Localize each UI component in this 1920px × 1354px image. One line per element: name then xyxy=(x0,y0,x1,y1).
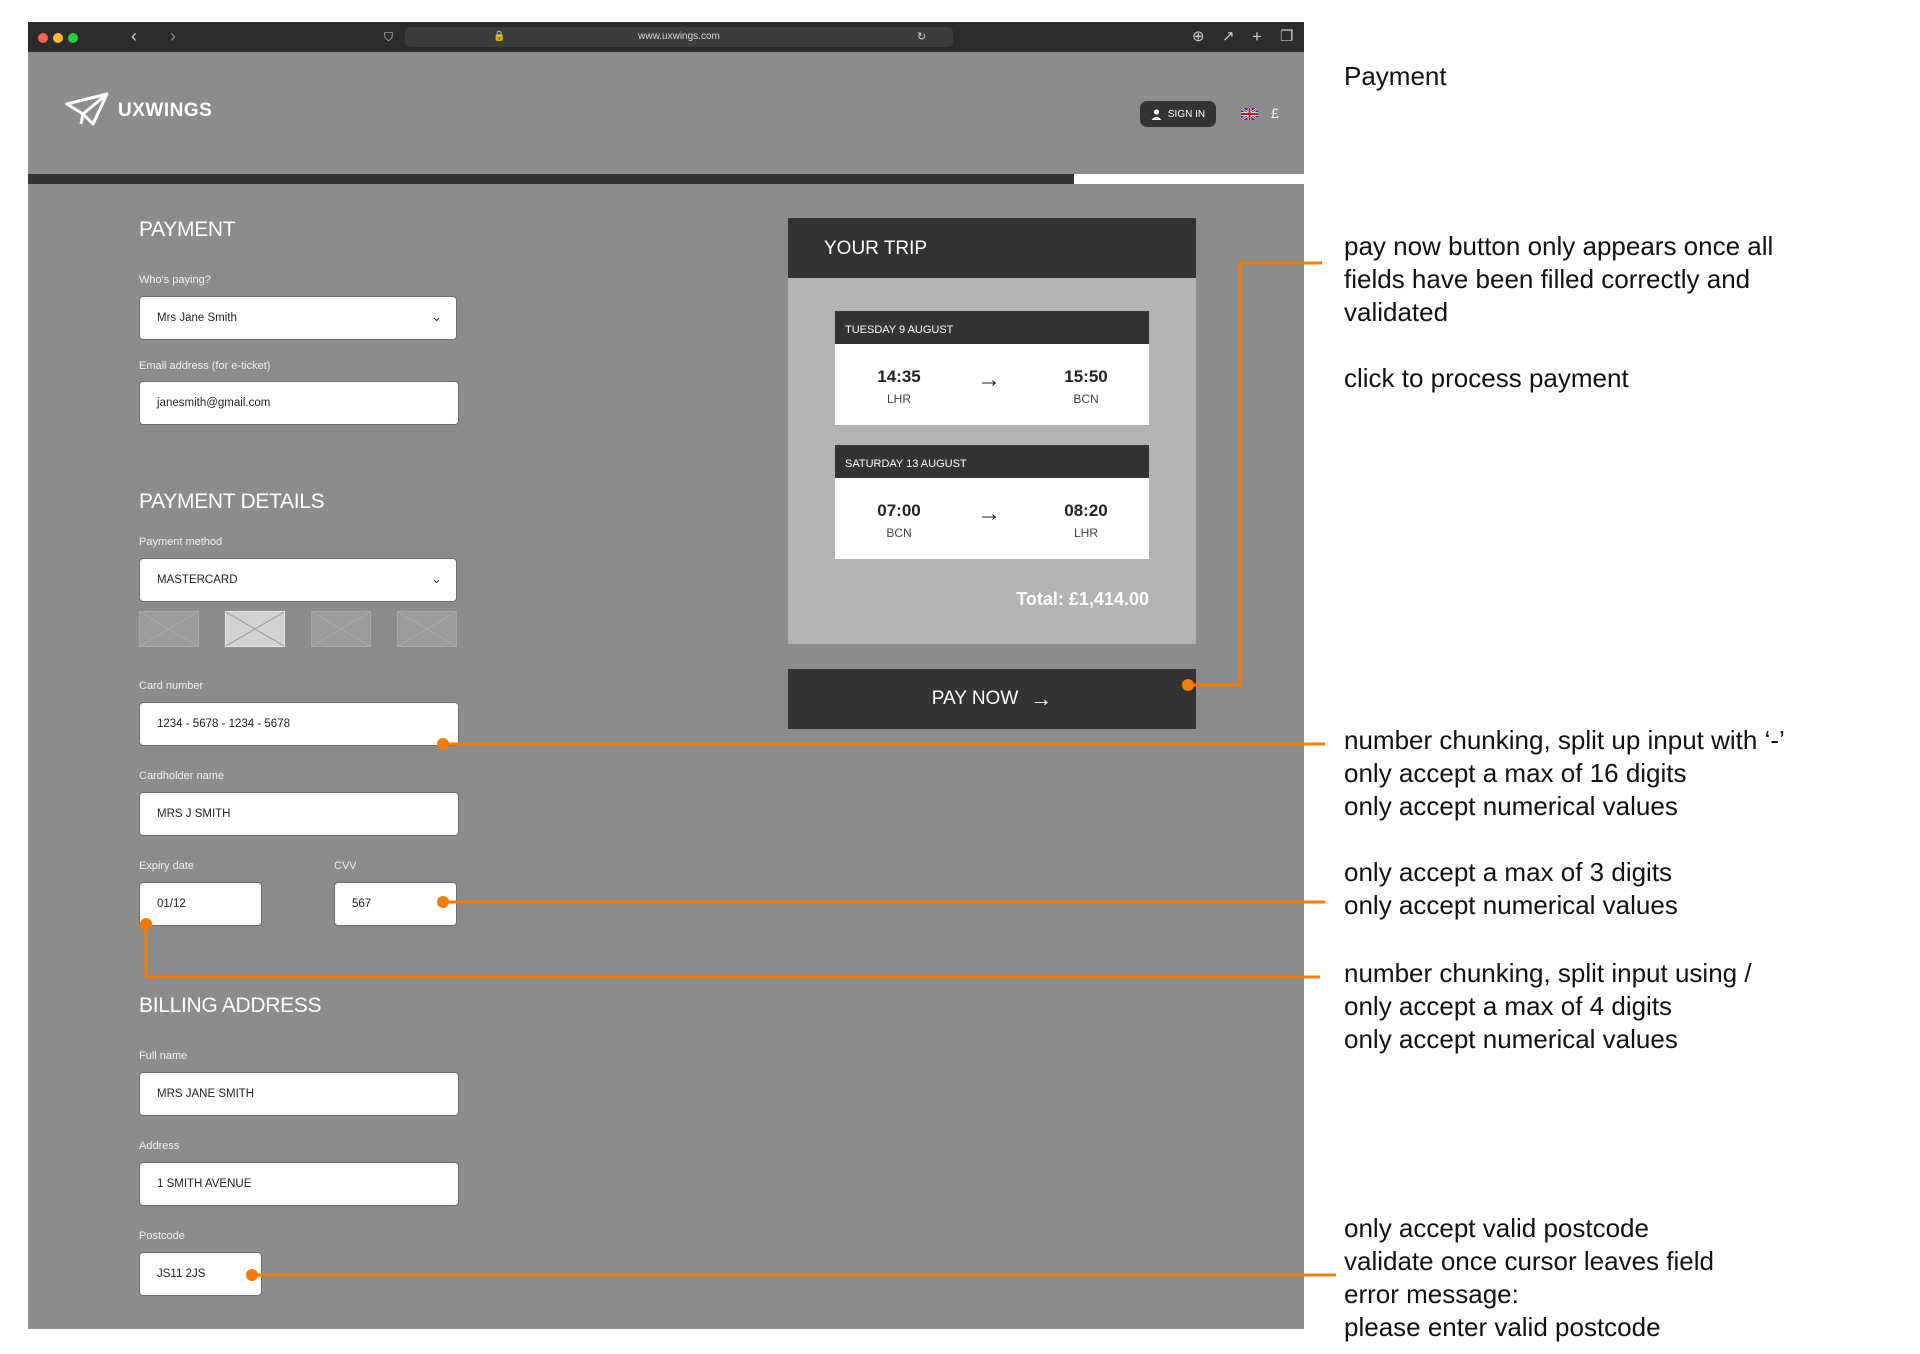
annotation-line: pay now button only appears once all xyxy=(1344,231,1774,261)
postcode-field[interactable] xyxy=(139,1252,262,1296)
annotation-pay-now xyxy=(1344,230,1773,395)
annotation-line: error message: xyxy=(1344,1279,1519,1309)
email-field[interactable] xyxy=(139,381,459,425)
sign-in-label: SIGN IN xyxy=(1167,108,1206,120)
billing-address-title: BILLING ADDRESS xyxy=(139,994,322,1017)
booking-progress-bar xyxy=(28,174,1304,184)
trip-total-price: Total: £1,414.00 xyxy=(1016,589,1149,609)
card-type-option-1[interactable] xyxy=(139,611,199,647)
full-name-label: Full name xyxy=(139,1050,188,1062)
card-image-placeholder-icon xyxy=(312,612,370,646)
arrow-right-icon: → xyxy=(1030,686,1053,711)
card-number-field[interactable] xyxy=(139,702,459,746)
expiry-date-label: Expiry date xyxy=(139,860,195,872)
flight-date: SATURDAY 13 AUGUST xyxy=(835,445,1149,478)
address-label: Address xyxy=(139,1140,180,1152)
payment-method-value: MASTERCARD xyxy=(157,574,238,586)
address-value: 1 SMITH AVENUE xyxy=(157,1178,252,1190)
back-arrow-icon[interactable]: ‹ xyxy=(131,26,137,46)
annotation-line: click to process payment xyxy=(1344,363,1629,393)
cvv-field[interactable] xyxy=(334,882,457,926)
pay-now-button[interactable] xyxy=(788,669,1196,729)
card-image-placeholder-icon xyxy=(140,612,198,646)
user-icon xyxy=(1151,109,1162,120)
email-label: Email address (for e-ticket) xyxy=(139,360,271,372)
full-name-value: MRS JANE SMITH xyxy=(157,1088,255,1100)
depart-airport: BCN xyxy=(886,526,912,540)
expiry-date-value: 01/12 xyxy=(157,898,186,910)
paper-plane-logo-icon xyxy=(65,92,109,126)
minimize-window-dot[interactable] xyxy=(53,33,63,43)
annotation-line: only accept a max of 16 digits xyxy=(1344,758,1687,788)
flight-date: TUESDAY 9 AUGUST xyxy=(835,311,1149,344)
cardholder-name-label: Cardholder name xyxy=(139,770,224,782)
payment-method-label: Payment method xyxy=(139,536,223,548)
annotation-line: only accept numerical values xyxy=(1344,1024,1678,1054)
annotation-card-number xyxy=(1344,724,1785,823)
trip-summary-title: YOUR TRIP xyxy=(788,218,1196,278)
whos-paying-label: Who's paying? xyxy=(139,274,211,286)
return-flight-card xyxy=(835,445,1149,559)
annotation-line: only accept numerical values xyxy=(1344,890,1678,920)
payment-method-select[interactable] xyxy=(139,558,457,602)
payment-details-title: PAYMENT DETAILS xyxy=(139,490,325,513)
cvv-value: 567 xyxy=(352,898,372,910)
close-window-dot[interactable] xyxy=(38,33,48,43)
pay-now-label: PAY NOW xyxy=(931,688,1019,709)
sign-in-button[interactable] xyxy=(1140,101,1216,127)
currency-selector[interactable]: £ xyxy=(1271,105,1279,121)
arrive-time: 08:20 xyxy=(1064,501,1108,520)
postcode-label: Postcode xyxy=(139,1230,185,1242)
card-type-option-4[interactable] xyxy=(397,611,457,647)
new-tab-icon[interactable]: + xyxy=(1252,27,1262,46)
cardholder-name-value: MRS J SMITH xyxy=(157,808,231,820)
cardholder-name-field[interactable] xyxy=(139,792,459,836)
annotation-line: only accept valid postcode xyxy=(1344,1213,1649,1243)
booking-progress-fill xyxy=(28,174,1074,184)
annotation-line: validate once cursor leaves field xyxy=(1344,1246,1714,1276)
annotation-postcode xyxy=(1344,1212,1714,1344)
annotation-line xyxy=(1344,329,1773,362)
card-image-placeholder-icon xyxy=(398,612,456,646)
chevron-down-icon: ⌄ xyxy=(431,571,442,586)
logo-text[interactable]: UXWINGS xyxy=(118,100,213,121)
payment-title: PAYMENT xyxy=(139,218,236,241)
annotation-line: validated xyxy=(1344,297,1449,327)
annotation-heading: Payment xyxy=(1344,61,1447,91)
tabs-overview-icon[interactable]: ❐ xyxy=(1280,28,1294,45)
reload-icon[interactable]: ↻ xyxy=(917,31,927,43)
expiry-date-field[interactable] xyxy=(139,882,262,926)
forward-arrow-icon[interactable]: › xyxy=(170,26,176,46)
card-image-placeholder-icon xyxy=(226,612,284,646)
browser-toolbar xyxy=(28,22,1304,52)
cvv-label: CVV xyxy=(334,860,357,872)
outbound-flight-card xyxy=(835,311,1149,425)
annotation-line: only accept numerical values xyxy=(1344,791,1678,821)
card-type-option-3[interactable] xyxy=(311,611,371,647)
arrive-airport: LHR xyxy=(1073,526,1098,540)
card-number-label: Card number xyxy=(139,680,204,692)
shield-icon[interactable]: ⛉ xyxy=(384,30,394,44)
site-header xyxy=(28,52,1304,166)
annotation-line: fields have been filled correctly and xyxy=(1344,264,1751,294)
annotation-line: number chunking, split input using / xyxy=(1344,958,1752,988)
whos-paying-value: Mrs Jane Smith xyxy=(157,312,237,324)
postcode-value: JS11 2JS xyxy=(157,1268,206,1280)
card-number-value: 1234 - 5678 - 1234 - 5678 xyxy=(157,718,290,730)
annotation-cvv xyxy=(1344,856,1678,922)
uk-flag-icon[interactable] xyxy=(1241,108,1258,120)
browser-window xyxy=(28,22,1304,1329)
annotation-expiry xyxy=(1344,957,1752,1056)
address-field[interactable] xyxy=(139,1162,459,1206)
arrow-right-icon: → xyxy=(977,500,1001,527)
annotation-line: only accept a max of 4 digits xyxy=(1344,991,1673,1021)
email-value: janesmith@gmail.com xyxy=(157,397,271,409)
trip-summary-panel xyxy=(788,218,1196,644)
annotation-line: number chunking, split up input with ‘-’ xyxy=(1344,725,1785,755)
chevron-down-icon: ⌄ xyxy=(431,309,442,324)
maximize-window-dot[interactable] xyxy=(68,33,78,43)
whos-paying-select[interactable] xyxy=(139,296,457,340)
arrow-right-icon: → xyxy=(977,366,1001,393)
annotation-line: please enter valid postcode xyxy=(1344,1312,1661,1342)
depart-airport: LHR xyxy=(886,392,911,406)
depart-time: 14:35 xyxy=(877,367,921,386)
lock-icon: 🔒 xyxy=(493,31,506,42)
url-bar[interactable] xyxy=(405,27,953,47)
card-type-option-2[interactable] xyxy=(225,611,285,647)
depart-time: 07:00 xyxy=(877,501,921,520)
arrive-airport: BCN xyxy=(1073,392,1099,406)
arrive-time: 15:50 xyxy=(1064,367,1108,386)
url-text: www.uxwings.com xyxy=(638,31,720,42)
full-name-field[interactable] xyxy=(139,1072,459,1116)
download-icon[interactable]: ⊕ xyxy=(1192,28,1205,45)
annotation-line: only accept a max of 3 digits xyxy=(1344,857,1673,887)
share-icon[interactable]: ↗ xyxy=(1222,28,1235,45)
